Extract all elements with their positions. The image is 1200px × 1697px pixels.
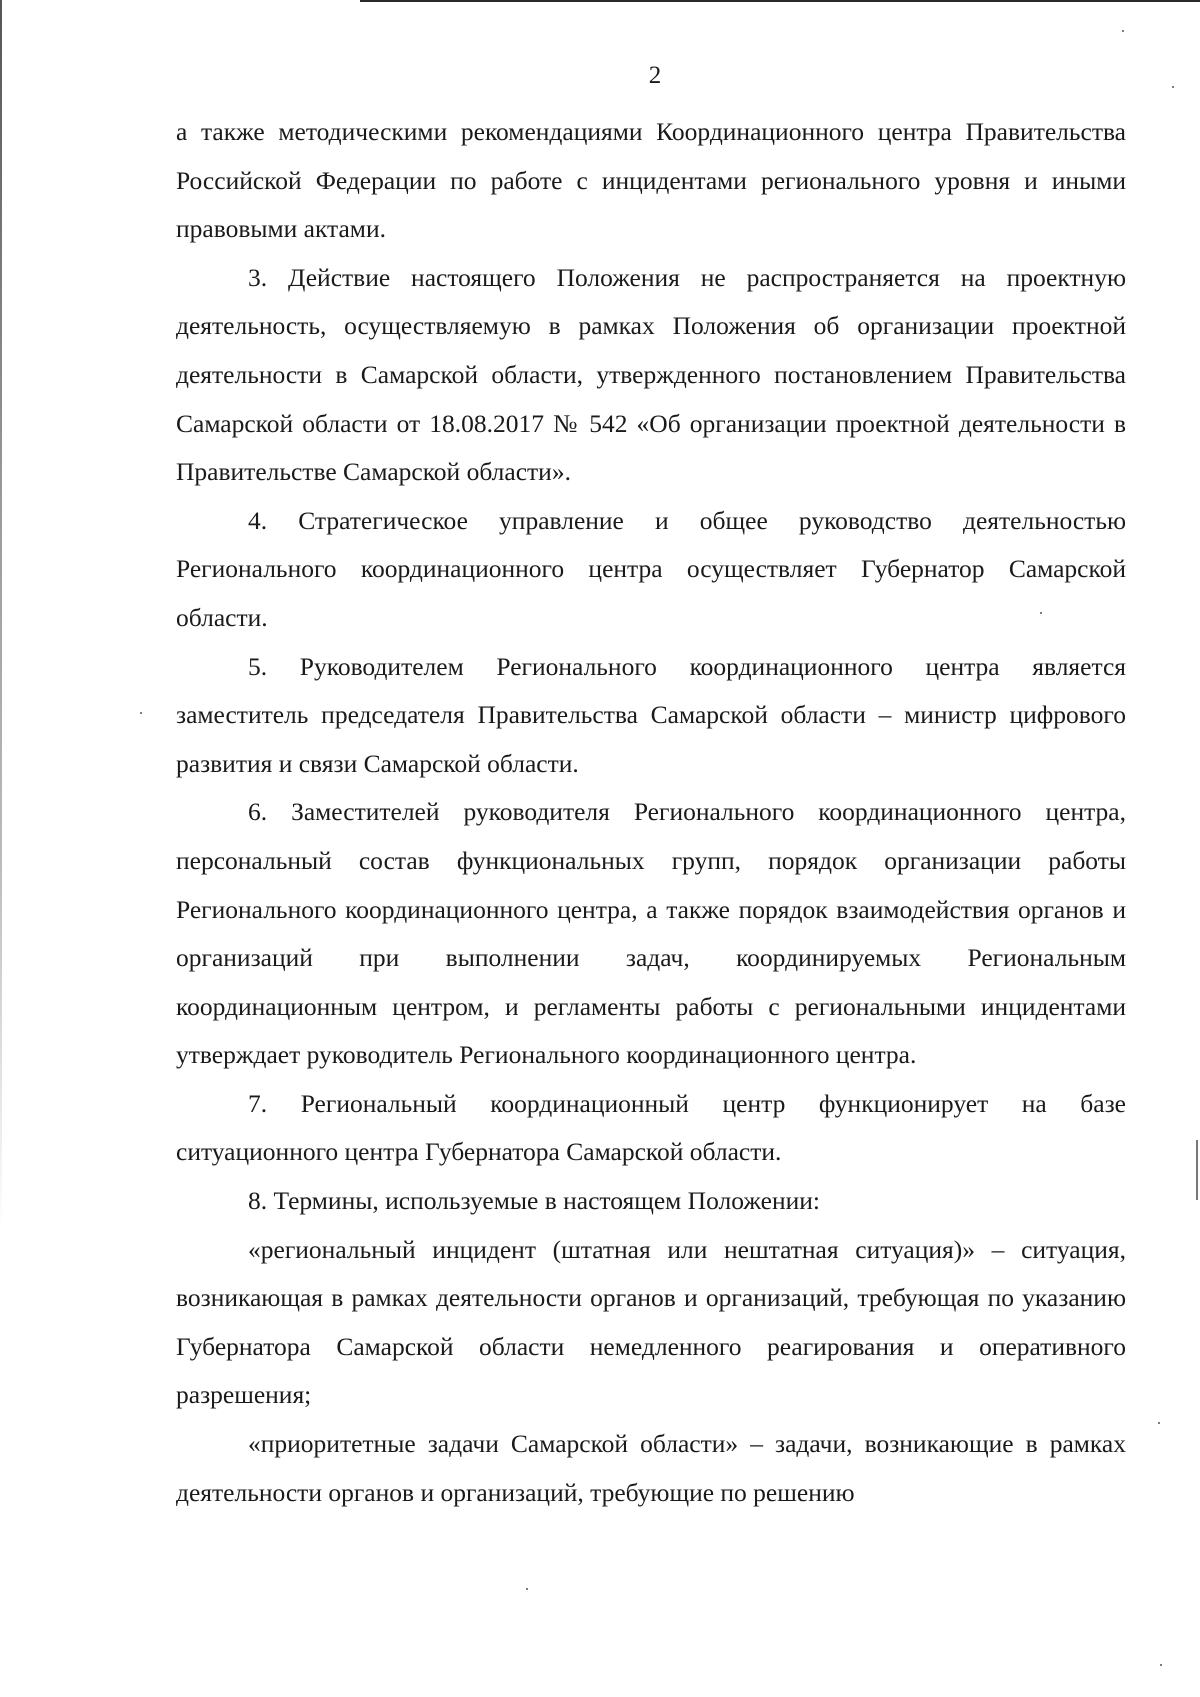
scan-edge-right: [1196, 1140, 1198, 1200]
scan-speck: [1158, 1422, 1160, 1424]
scan-speck: [1122, 30, 1124, 32]
paragraph: 3. Действие настоящего Положения не распространяется на проектную деятельность, осуществляемую в рамках Положения об организации проектной деятельности в Самарской области, утвержденного постановлением Правительства Самарской области от 18.08.2017 № 542 «Об организации проектной деятельности в Правительстве Самарской области».: [176, 262, 1126, 487]
scan-speck: [1160, 1664, 1162, 1666]
paragraph: 8. Термины, используемые в настоящем Положении:: [248, 1186, 820, 1216]
scan-speck: [140, 712, 142, 714]
paragraph: «приоритетные задачи Самарской области» – задачи, возникающие в рамках деятельности органов и организаций, требующие по решению: [176, 1429, 1126, 1507]
paragraph: 5. Руководителем Регионального координационного центра является заместитель председателя Правительства Самарской области – министр цифрового развития и связи Самарской области.: [176, 651, 1126, 778]
paragraph: 6. Заместителей руководителя Регионального координационного центра, персональный состав функциональных групп, порядок организации работы Регионального координационного центра, а также порядок взаимодействия органов и организаций при выполнении задач, координируемых Региональным координационным центром, и регламенты работы с региональными инцидентами утверждает руководитель Регионального координационного центра.: [176, 797, 1126, 1070]
scan-edge-left: [0, 0, 2, 1230]
scan-speck: [526, 1588, 528, 1590]
page-number: 2: [648, 62, 662, 89]
document-body: [176, 108, 1126, 1517]
scan-edge-top: [360, 0, 1200, 2]
paragraph: 7. Региональный координационный центр функционирует на базе ситуационного центра Губернатора Самарской области.: [176, 1088, 1126, 1167]
paragraph: «региональный инцидент (штатная или нештатная ситуация)» – ситуация, возникающая в рамках деятельности органов и организаций, требующая по указанию Губернатора Самарской области немедленного реагирования и оперативного разрешения;: [176, 1234, 1126, 1410]
paragraph: а также методическими рекомендациями Координационного центра Правительства Российской Федерации по работе с инцидентами регионального уровня и иными правовыми актами.: [176, 117, 1126, 244]
paragraph: 4. Стратегическое управление и общее руководство деятельностью Регионального координационного центра осуществляет Губернатор Самарской области.: [176, 505, 1126, 632]
